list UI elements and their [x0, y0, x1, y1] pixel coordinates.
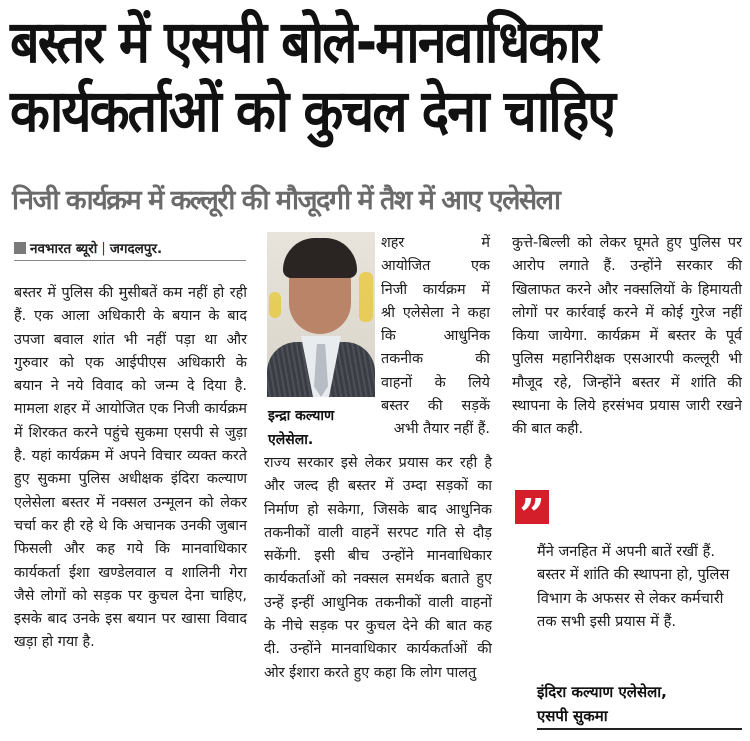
column-2-line: निजी कार्यक्रम में — [381, 281, 490, 298]
article-column-1 — [14, 282, 247, 655]
byline-source: नवभारत ब्यूरो — [30, 241, 98, 257]
byline-location: जगदलपुर. — [109, 241, 163, 257]
photo-caption — [268, 404, 378, 452]
pull-quote-name: इंदिरा कल्याण एलेसेला, — [537, 683, 667, 701]
byline-separator: | — [101, 240, 106, 256]
article-column-3 — [512, 232, 742, 442]
column-2-line: तकनीक की — [381, 351, 490, 368]
column-2-line: शहर में — [381, 235, 490, 251]
column-2-line: अभी तैयार नहीं हैं. — [393, 421, 490, 438]
quote-icon: ” — [515, 490, 549, 524]
photo-hair — [283, 238, 357, 278]
headline — [10, 8, 745, 147]
photo-caption-line-2: एलेसेला. — [268, 432, 314, 448]
column-2-line: श्री एलेसेला ने कहा — [381, 304, 490, 321]
column-2-line: वाहनों के लिये — [381, 374, 490, 391]
column-2-line: कि आधुनिक — [381, 328, 490, 345]
column-2-line: आयोजित एक — [381, 258, 490, 275]
headline-line-1: बस्तर में एसपी बोले-मानवाधिकार — [10, 9, 600, 77]
photo-background-flower — [359, 272, 373, 322]
subheadline: निजी कार्यक्रम में कल्लूरी की मौजूदगी में तैश में आए एलेसेला — [12, 185, 560, 216]
byline — [14, 236, 246, 261]
photo-caption-line-1: इन्द्रा कल्याण — [268, 408, 335, 424]
pull-quote-title: एसपी सुकमा — [537, 707, 608, 725]
column-2-line: बस्तर की सड़कें — [381, 398, 490, 415]
byline-square-icon — [14, 242, 26, 254]
pull-quote-attribution — [537, 680, 742, 730]
pull-quote — [537, 540, 737, 633]
author-photo — [267, 232, 375, 397]
pull-quote-text: मैंने जनहित में अपनी बातें रखीं हैं. बस्तर में शांति की स्थापना हो, पुलिस विभाग के अफसर से लेकर कर्मचारी तक सभी इसी प्रयास में हैं. — [537, 543, 730, 630]
article-column-2-below — [264, 452, 492, 685]
column-1-paragraph: बस्तर में पुलिस की मुसीबतें कम नहीं हो रही हैं. एक आला अधिकारी के बयान के बाद उपजा बवाल शांत भी नहीं पड़ा था और गुरुवार को एक आईपीएस अधिकारी के बयान ने नये विवाद को जन्म दे दिया है. मामला शहर में आयोजित एक निजी कार्यक्रम में शिरकत करने पहुंचे सुकमा एसपी से जुड़ा है. यहां कार्यक्रम में अपने विचार व्यक्त करते हुए सुकमा पुलिस अधीक्षक इंदिरा कल्याण एलेसेला बस्तर में नक्सल उन्मूलन को लेकर चर्चा कर ही रहे थे कि अचानक उनकी जुबान फिसली और कह गये कि मानवाधिकार कार्यकर्ता ईशा खण्डेलवाल व शालिनी गेरा जैसे लोगों को सड़क पर कुचल देना चाहिए, इसके बाद उनके इस बयान पर खासा विवाद खड़ा हो गया है. — [14, 285, 247, 651]
article-column-2-beside-photo — [381, 232, 490, 442]
headline-line-2: कार्यकर्ताओं को कुचल देना चाहिए — [10, 78, 615, 146]
column-2-paragraph: राज्य सरकार इसे लेकर प्रयास कर रही है और जल्द ही बस्तर में उम्दा सड़कों का निर्माण हो सकेगा, जिसके बाद आधुनिक तकनीकों वाली वाहनें सरपट गति से दौड़ सकेंगी. इसी बीच उन्होंने मानवाधिकार कार्यकर्ताओं को नक्सल समर्थक बताते हुए उन्हें इन्हीं आधुनिक तकनीकों वाली वाहनों के नीचे सड़क पर कुचल देने की बात कह दी. उन्होंने मानवाधिकार कार्यकर्ताओं की ओर ईशारा करते हुए कहा कि लोग पालतु — [264, 455, 492, 681]
column-3-paragraph: कुत्ते-बिल्ली को लेकर घूमते हुए पुलिस पर आरोप लगाते हैं. उन्होंने सरकार की खिलाफत करने और नक्सलियों के हिमायती लोगों पर कार्रवाई करने में कोई गुरेज नहीं किया जायेगा. कार्यक्रम में बस्तर के पूर्व पुलिस महानिरीक्षक एसआरपी कल्लूरी भी मौजूद रहे, जिन्होंने बस्तर में शांति की स्थापना के लिये हरसंभव प्रयास जारी रखने की बात कही. — [512, 235, 742, 438]
photo-background-flower — [269, 292, 281, 318]
